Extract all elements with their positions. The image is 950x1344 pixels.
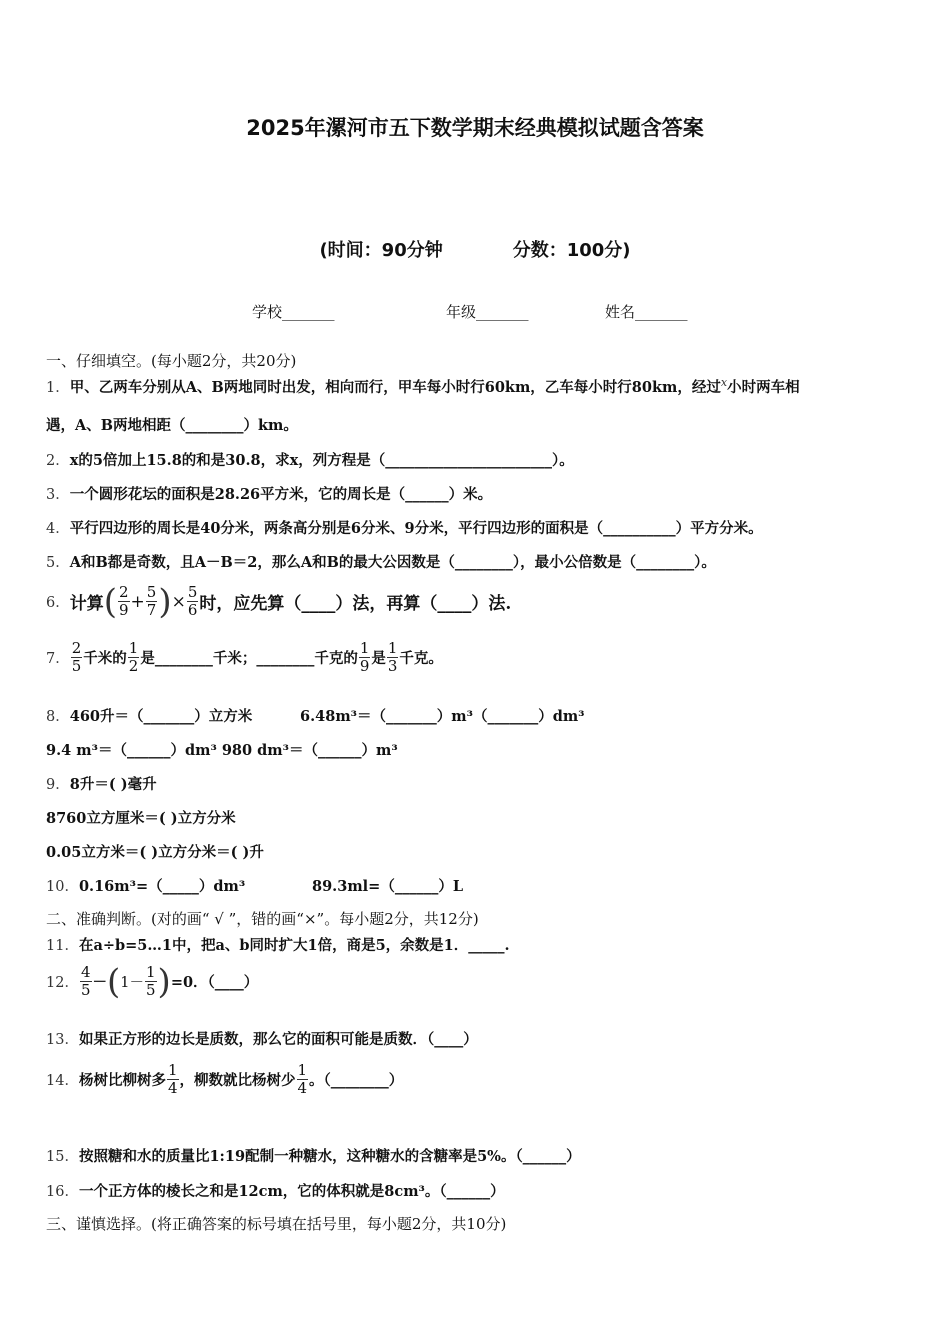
question-15 <box>46 1145 581 1166</box>
fraction: $\frac{2}{9}$ <box>119 583 129 619</box>
question-text: 小时两车相 <box>727 379 800 396</box>
question-9-part-b: 8760立方厘米＝( )立方分米 <box>46 810 236 827</box>
question-12 <box>46 961 259 1002</box>
exam-time: (时间：90分钟 <box>319 240 443 261</box>
question-1 <box>46 376 800 397</box>
question-text: 时，应先算（____）法，再算（____）法. <box>199 594 512 614</box>
section-1-heading: 一、仔细填空。(每小题2分，共20分) <box>46 352 297 370</box>
page-title: 2025年漯河市五下数学期末经典模拟试题含答案 <box>246 116 704 140</box>
exam-info <box>0 236 950 262</box>
question-4 <box>46 517 763 538</box>
question-8-part-b: 6.48m³＝（_______）m³（_______）dm³ <box>300 708 585 725</box>
fraction: $\frac{1}{9}$ <box>359 639 370 675</box>
question-number: 11． <box>46 938 79 954</box>
question-8 <box>46 705 252 726</box>
question-number: 8． <box>46 709 70 725</box>
question-text: 如果正方形的边长是质数，那么它的面积可能是质数．（____） <box>78 1031 478 1048</box>
fraction: $\frac{2}{5}$ <box>71 639 82 675</box>
question-number: 3． <box>46 487 70 503</box>
question-text: A和B都是奇数，且A－B＝2，那么A和B的最大公因数是（________），最小公倍数是（________）。 <box>69 554 716 571</box>
question-text: 1－ <box>120 975 144 991</box>
question-text: 千克。 <box>399 650 443 667</box>
question-text: 一个正方体的棱长之和是12cm，它的体积就是8cm³。（______） <box>78 1183 505 1200</box>
question-text: 千米的 <box>83 650 127 667</box>
question-number: 16． <box>46 1184 79 1200</box>
left-paren-icon: ( <box>107 961 121 1002</box>
question-11 <box>46 934 510 955</box>
question-number: 9． <box>46 777 70 793</box>
times-sign: × <box>171 591 186 612</box>
minus-sign: － <box>92 974 107 991</box>
question-text: 是________千米；________千克的 <box>140 650 358 667</box>
question-9 <box>46 773 157 794</box>
question-text: 在a÷b=5…1中，把a、b同时扩大1倍，商是5，余数是1．_____. <box>78 937 510 954</box>
question-number: 15． <box>46 1149 79 1165</box>
question-text: 8升＝( )毫升 <box>69 776 157 793</box>
question-text: =0．（____） <box>170 974 259 991</box>
question-text: 平行四边形的周长是40分米，两条高分别是6分米、9分米，平行四边形的面积是（__________）平方分米。 <box>69 520 763 537</box>
question-text: x的5倍加上15.8的和是30.8，求x，列方程是（_______________________）。 <box>69 452 574 469</box>
name-field: 姓名_______ <box>605 303 688 321</box>
question-number: 5． <box>46 555 70 571</box>
question-text: 460升＝（_______）立方米 <box>69 708 253 725</box>
question-text: 0.16m³=（_____）dm³ <box>78 878 246 895</box>
question-8-part-c: 9.4 m³＝（______）dm³ 980 dm³＝（______）m³ <box>46 742 398 759</box>
question-number: 4． <box>46 521 70 537</box>
question-text: 杨树比柳树多 <box>78 1072 166 1089</box>
question-number: 6． <box>46 595 70 611</box>
question-text: 甲、乙两车分别从A、B两地同时出发，相向而行，甲车每小时行60km，乙车每小时行80km，经过 <box>69 379 721 396</box>
question-number: 2． <box>46 453 70 469</box>
question-2 <box>46 449 574 470</box>
exam-score: 分数：100分) <box>512 240 631 261</box>
question-number: 7． <box>46 651 70 667</box>
school-field: 学校_______ <box>252 303 335 321</box>
question-5 <box>46 551 716 572</box>
question-9-part-c: 0.05立方米＝( )立方分米＝( )升 <box>46 844 264 861</box>
question-10-part-b: 89.3ml=（______）L <box>312 878 464 895</box>
question-number: 10． <box>46 879 79 895</box>
fraction: $\frac{5}{7}$ <box>146 583 157 619</box>
fraction: $\frac{1}{4}$ <box>297 1061 308 1097</box>
question-7 <box>46 640 443 675</box>
fraction: $\frac{1}{4}$ <box>167 1061 178 1097</box>
question-13 <box>46 1028 478 1049</box>
question-text: 计算 <box>69 594 104 614</box>
question-number: 13． <box>46 1032 79 1048</box>
grade-field: 年级_______ <box>446 303 529 321</box>
fraction: $\frac{4}{5}$ <box>80 963 91 999</box>
question-text: 按照糖和水的质量比1:19配制一种糖水，这种糖水的含糖率是5%。（______） <box>78 1148 581 1165</box>
fraction: $\frac{1}{3}$ <box>387 639 398 675</box>
right-paren-icon: ) <box>158 581 172 622</box>
question-number: 1． <box>46 380 70 396</box>
question-14 <box>46 1062 403 1097</box>
plus-sign: + <box>130 591 145 612</box>
question-10 <box>46 875 245 896</box>
section-2-heading: 二、准确判断。(对的画“ √ ”，错的画“×”。每小题2分，共12分) <box>46 910 479 928</box>
fraction: $\frac{1}{5}$ <box>146 963 156 999</box>
question-3 <box>46 483 492 504</box>
left-paren-icon: ( <box>103 581 117 622</box>
question-number: 14． <box>46 1073 79 1089</box>
question-number: 12． <box>46 975 79 991</box>
question-text: 一个圆形花坛的面积是28.26平方米，它的周长是（______）米。 <box>69 486 493 503</box>
fraction: $\frac{5}{6}$ <box>187 583 198 619</box>
question-1-continued: 遇，A、B两地相距（________）km。 <box>46 417 298 434</box>
question-6 <box>46 581 512 622</box>
fraction: $\frac{1}{2}$ <box>128 639 139 675</box>
question-16 <box>46 1180 505 1201</box>
question-text: ，柳数就比杨树少 <box>179 1072 296 1089</box>
question-text: 。（________） <box>309 1072 404 1089</box>
question-text: 是 <box>371 650 386 667</box>
right-paren-icon: ) <box>157 961 171 1002</box>
variable-x: x <box>720 376 728 390</box>
section-3-heading: 三、谨慎选择。(将正确答案的标号填在括号里，每小题2分，共10分) <box>46 1215 507 1233</box>
